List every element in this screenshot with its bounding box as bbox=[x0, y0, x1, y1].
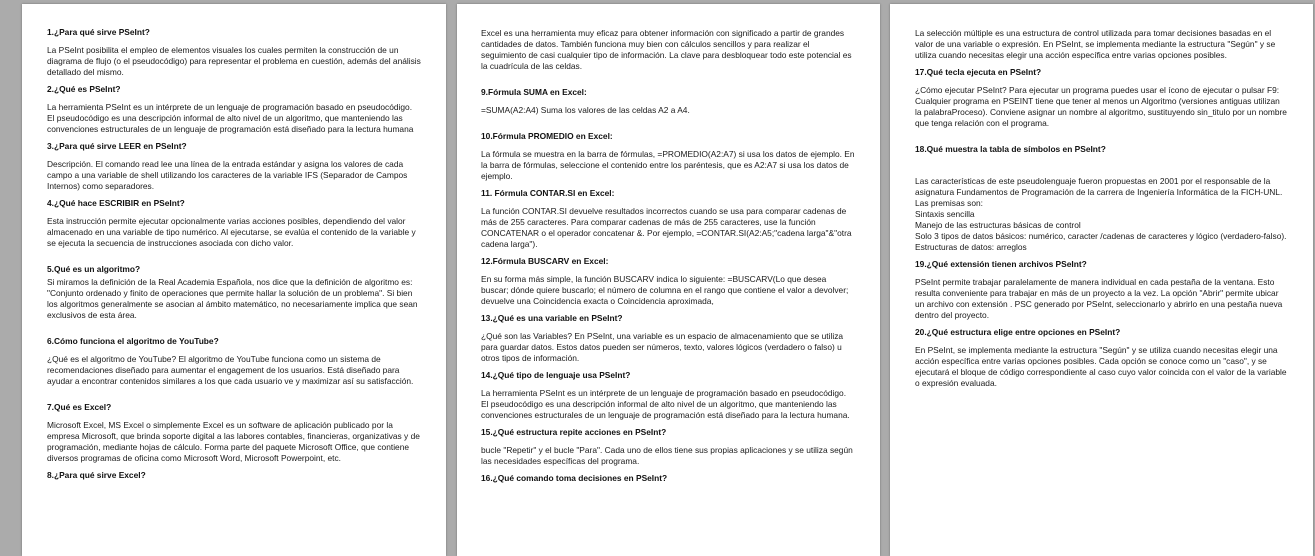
heading-10: 10.Fórmula PROMEDIO en Excel: bbox=[481, 131, 613, 141]
paragraph: Si miramos la definición de la Real Academia Española, nos dice que la definición de algoritmo es: "Conjunto ordenado y finito de operaciones que permite hallar la solución de un problema". Si bien los algoritmos generalmente se asocian al ámbito matemático, no necesariamente implica que sean exclusivos de esta área. bbox=[47, 277, 418, 320]
heading-1: 1.¿Para qué sirve PSeInt? bbox=[47, 27, 150, 37]
heading-4: 4.¿Qué hace ESCRIBIR en PSeInt? bbox=[47, 198, 185, 208]
document-page-1 bbox=[22, 4, 446, 556]
heading-9: 9.Fórmula SUMA en Excel: bbox=[481, 87, 587, 97]
heading-13: 13.¿Qué es una variable en PSeInt? bbox=[481, 313, 623, 323]
paragraph: Excel es una herramienta muy eficaz para obtener información con significado a partir de grandes cantidades de datos. También funciona muy bien con cálculos sencillos y para realizar el seguimiento de casi cualquier tipo de información. La clave para desbloquear todo este potencial es la cuadrícula de las celdas. bbox=[481, 28, 852, 71]
paragraph: La función CONTAR.SI devuelve resultados incorrectos cuando se usa para comparar cadenas de más de 255 caracteres. Para comparar cadenas de más de 255 caracteres, use la función CONCATENAR o el operador concatenar &. Por ejemplo, =CONTAR.SI(A2:A5;"cadena larga"&"otra cadena larga"). bbox=[481, 206, 852, 249]
heading-20: 20.¿Qué estructura elige entre opciones en PSeInt? bbox=[915, 327, 1121, 337]
paragraph: PSeInt permite trabajar paralelamente de manera individual en cada pestaña de la ventana. Esto resulta conveniente para trabajar en más de un proyecto a la vez. La opción "Abrir" permite ubicar un archivo con extensión . PSC generado por PSeInt, seleccionarlo y abrirlo en una pestaña nueva dentro del proyecto. bbox=[915, 277, 1283, 320]
heading-17: 17.Qué tecla ejecuta en PSeInt? bbox=[915, 67, 1042, 77]
paragraph: En su forma más simple, la función BUSCARV indica lo siguiente: =BUSCARV(Lo que desea buscar; dónde quiere buscarlo; el número de columna en el rango que contiene el valor a devolver; devuelve una Coincidencia exacta o Coincidencia aproximada, bbox=[481, 274, 849, 306]
paragraph: =SUMA(A2:A4) Suma los valores de las celdas A2 a A4. bbox=[481, 105, 690, 115]
page-1-content bbox=[47, 27, 421, 488]
paragraph: La herramienta PSeInt es un intérprete de un lenguaje de programación basado en pseudocódigo. El pseudocódigo es una descripción informal de alto nivel de un algoritmo, que manteniendo las convenciones estructurales de un lenguaje de programación está diseñado para la lectura humana bbox=[47, 102, 414, 134]
list-item: Manejo de las estructuras básicas de control bbox=[915, 220, 1081, 230]
list-item: Solo 3 tipos de datos básicos: numérico, caracter /cadenas de caracteres y lógico (verdadero-falso). bbox=[915, 231, 1287, 241]
paragraph: La fórmula se muestra en la barra de fórmulas, =PROMEDIO(A2:A7) si usa los datos de ejemplo. En la barra de fórmulas, seleccione el contenido entre los paréntesis, que es A2:A7 si usa los datos de ejemplo. bbox=[481, 149, 855, 181]
paragraph: bucle "Repetir" y el bucle "Para". Cada uno de ellos tiene sus propias aplicaciones y se utiliza según las necesidades específicas del programa. bbox=[481, 445, 853, 466]
heading-19: 19.¿Qué extensión tienen archivos PSeInt? bbox=[915, 259, 1087, 269]
paragraph: Las características de este pseudolenguaje fueron propuestas en 2001 por el responsable de la asignatura Fundamentos de Programación de la carrera de Ingeniería Informática de la FICH-UNL. Las premisas son: bbox=[915, 176, 1283, 208]
heading-12: 12.Fórmula BUSCARV en Excel: bbox=[481, 256, 609, 266]
page-3-content bbox=[915, 28, 1288, 395]
heading-11: 11. Fórmula CONTAR.SI en Excel: bbox=[481, 188, 615, 198]
heading-8: 8.¿Para qué sirve Excel? bbox=[47, 470, 146, 480]
document-page-3 bbox=[890, 4, 1313, 556]
paragraph: Descripción. El comando read lee una línea de la entrada estándar y asigna los valores de cada campo a una variable de shell utilizando los caracteres de la variable IFS (Separador de Campos Internos) como separadores. bbox=[47, 159, 408, 191]
paragraph: ¿Cómo ejecutar PSeInt? Para ejecutar un programa puedes usar el ícono de ejecutar o pulsar F9: Cualquier programa en PSEINT tiene que tener al menos un Algoritmo (versiones antiguas utilizan la palabraProceso). Conviene asignar un nombre al algoritmo, sustituyendo sin_titulo por un nombre que tenga relación con el programa. bbox=[915, 85, 1287, 128]
heading-16: 16.¿Qué comando toma decisiones en PSeInt? bbox=[481, 473, 668, 483]
paragraph: La herramienta PSeInt es un intérprete de un lenguaje de programación basado en pseudocódigo. El pseudocódigo es una descripción informal de alto nivel de un algoritmo, que manteniendo las convenciones estructurales de un lenguaje de programación está diseñado para la lectura humana. bbox=[481, 388, 850, 420]
heading-14: 14.¿Qué tipo de lenguaje usa PSeInt? bbox=[481, 370, 631, 380]
heading-3: 3.¿Para qué sirve LEER en PSeInt? bbox=[47, 141, 187, 151]
heading-2: 2.¿Qué es PSeInt? bbox=[47, 84, 121, 94]
heading-18: 18.Qué muestra la tabla de símbolos en PSeInt? bbox=[915, 144, 1106, 154]
paragraph: ¿Qué es el algoritmo de YouTube? El algoritmo de YouTube funciona como un sistema de recomendaciones diseñado para aumentar el engagement de los usuarios. Está diseñado para ayudar a encontrar contenidos similares a los que cada usuario ve y maximizar así su satisfacción. bbox=[47, 354, 414, 386]
paragraph: Esta instrucción permite ejecutar opcionalmente varias acciones posibles, dependiendo del valor almacenado en una variable de tipo numérico. Al ejecutarse, se evalúa el contenido de la variable y se ejecuta la secuencia de instrucciones asociada con dicho valor. bbox=[47, 216, 416, 248]
heading-15: 15.¿Qué estructura repite acciones en PSeInt? bbox=[481, 427, 667, 437]
paragraph: ¿Qué son las Variables? En PSeInt, una variable es un espacio de almacenamiento que se utiliza para guardar datos. Estos datos pueden ser números, texto, valores lógicos (verdadero o falso) u otros tipos de información. bbox=[481, 331, 844, 363]
heading-6: 6.Cómo funciona el algoritmo de YouTube? bbox=[47, 336, 219, 346]
paragraph: La selección múltiple es una estructura de control utilizada para tomar decisiones basadas en el valor de una variable o expresión. En PSeInt, se implementa mediante la estructura "Según" y se utiliza cuando necesitas elegir una acción específica entre varias opciones posibles. bbox=[915, 28, 1276, 60]
list-item: Sintaxis sencilla bbox=[915, 209, 975, 219]
paragraph: Microsoft Excel, MS Excel o simplemente Excel es un software de aplicación publicado por la empresa Microsoft, que brinda soporte digital a las labores contables, financieras, organizativas y de programación, mediante hojas de cálculo. Forma parte del paquete Microsoft Office, que contiene diversos programas de oficina como Microsoft Word, Microsoft Powerpoint, etc. bbox=[47, 420, 420, 463]
list-item: Estructuras de datos: arreglos bbox=[915, 242, 1027, 252]
paragraph: En PSeInt, se implementa mediante la estructura "Según" y se utiliza cuando necesitas elegir una acción específica entre varias opciones posibles. Cada opción se conoce como un "caso", y se ejecutará el bloque de código correspondiente al caso cuyo valor coincida con el valor de la variable o expresión evaluada. bbox=[915, 345, 1287, 388]
heading-7: 7.Qué es Excel? bbox=[47, 402, 112, 412]
heading-5: 5.Qué es un algoritmo? bbox=[47, 264, 141, 274]
page-2-content bbox=[481, 28, 855, 491]
document-page-2 bbox=[457, 4, 880, 556]
paragraph: La PSeInt posibilita el empleo de elementos visuales los cuales permiten la construcción de un diagrama de flujo (o el pseudocódigo) para representar el problema en cuestión, además del análisis detallado del mismo. bbox=[47, 45, 421, 77]
